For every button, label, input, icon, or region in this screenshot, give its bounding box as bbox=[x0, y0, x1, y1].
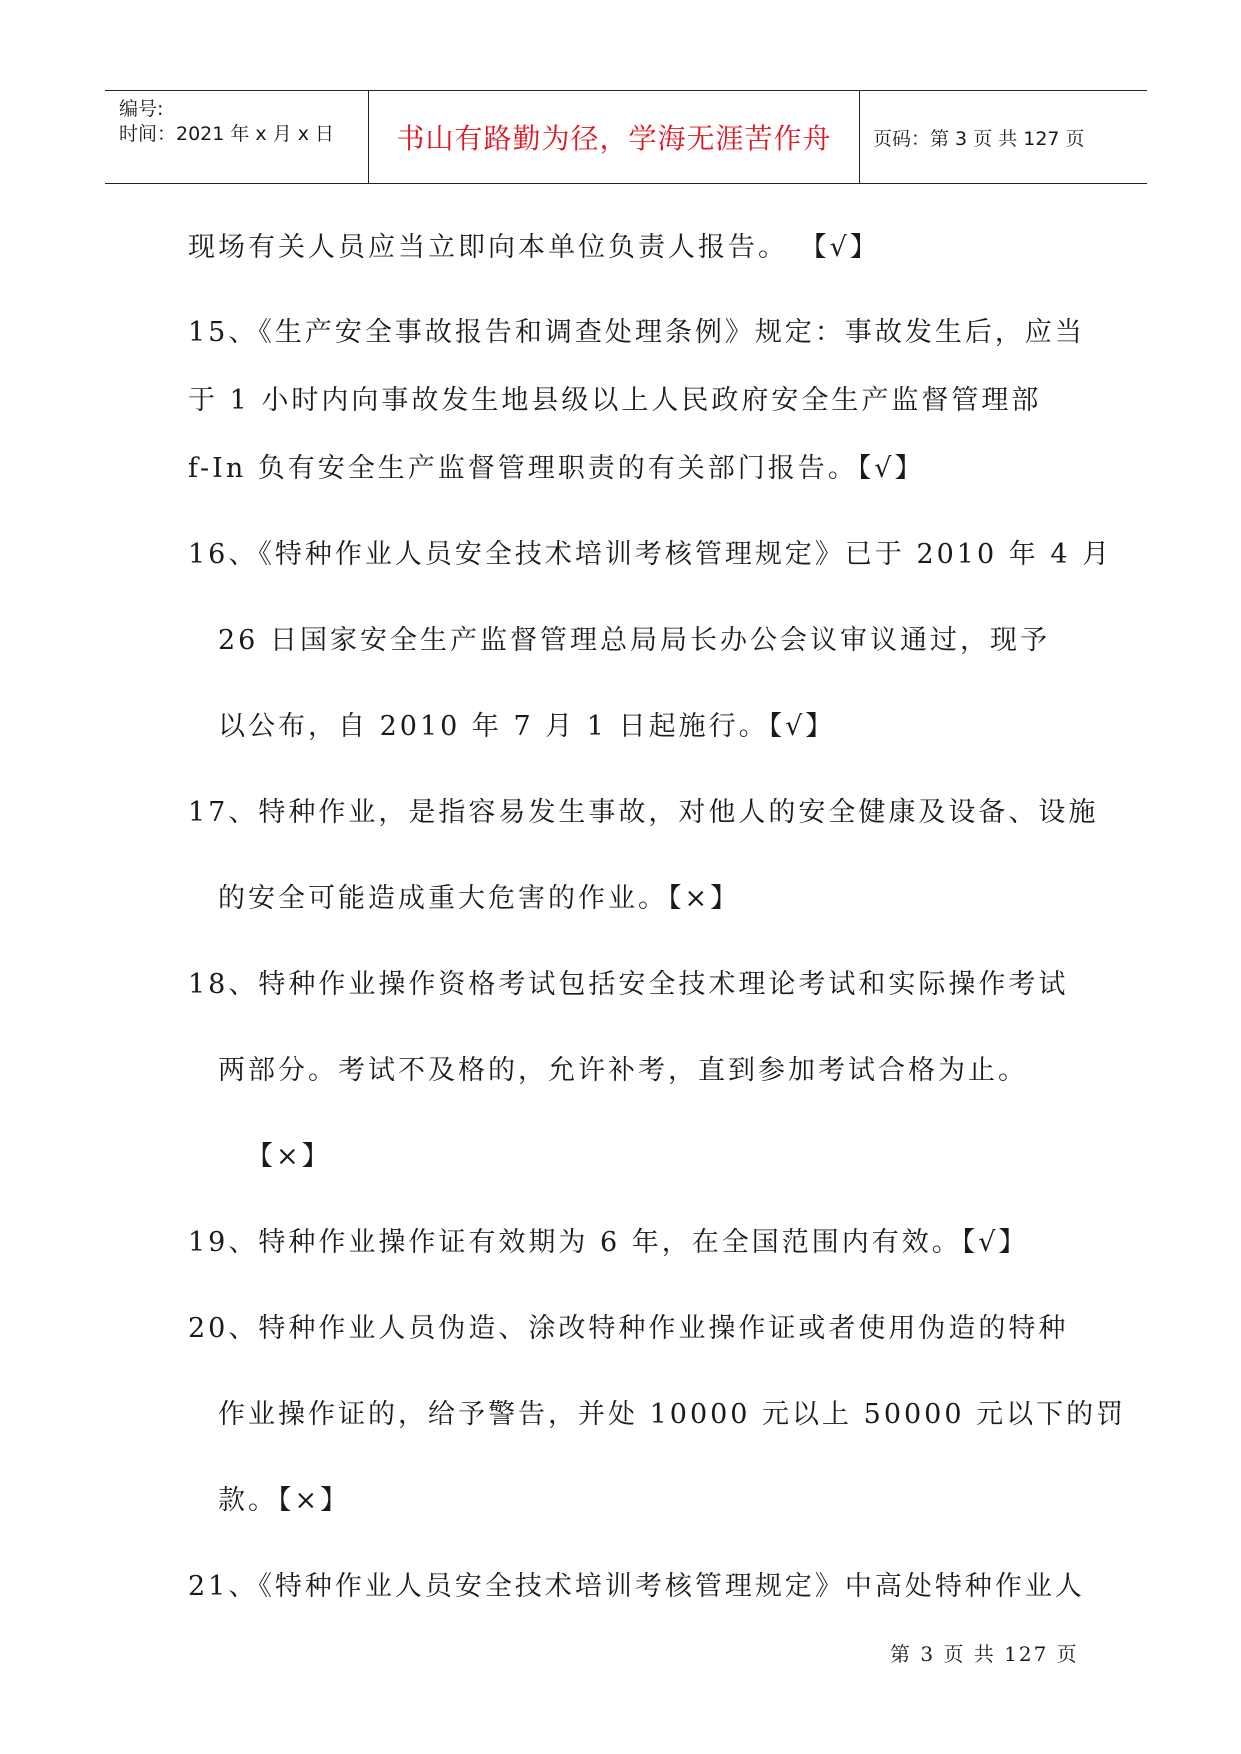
motto: 书山有路勤为径，学海无涯苦作舟 bbox=[396, 122, 832, 155]
text-line: 15、《生产安全事故报告和调查处理条例》规定：事故发生后，应当 bbox=[188, 317, 1085, 348]
text-line: 现场有关人员应当立即向本单位负责人报告。 【√】 bbox=[188, 232, 880, 263]
page-footer: 第 3 页 共 127 页 bbox=[890, 1642, 1079, 1666]
text-line: 以公布，自 2010 年 7 月 1 日起施行。【√】 bbox=[218, 711, 836, 742]
text-line: 的安全可能造成重大危害的作业。【×】 bbox=[218, 883, 741, 914]
text-line: f-In 负有安全生产监督管理职责的有关部门报告。【√】 bbox=[188, 453, 925, 484]
text-line: 20、特种作业人员伪造、涂改特种作业操作证或者使用伪造的特种 bbox=[188, 1313, 1069, 1344]
page-code: 页码：第 3 页 共 127 页 bbox=[873, 127, 1085, 150]
text-line: 作业操作证的，给予警告，并处 10000 元以上 50000 元以下的罚 bbox=[218, 1399, 1127, 1430]
text-line: 于 1 小时内向事故发生地县级以上人民政府安全生产监督管理部 bbox=[188, 385, 1042, 416]
time-label: 时间：2021 年 x 月 x 日 bbox=[119, 123, 335, 145]
text-line: 26 日国家安全生产监督管理总局局长办公会议审议通过，现予 bbox=[218, 625, 1050, 656]
text-line: 【×】 bbox=[246, 1141, 332, 1172]
text-line: 两部分。考试不及格的，允许补考，直到参加考试合格为止。 bbox=[218, 1055, 1028, 1086]
header-page-cell bbox=[860, 91, 1147, 183]
number-label: 编号: bbox=[119, 98, 164, 120]
text-line: 19、特种作业操作证有效期为 6 年，在全国范围内有效。【√】 bbox=[188, 1227, 1029, 1258]
text-line: 17、特种作业，是指容易发生事故，对他人的安全健康及设备、设施 bbox=[188, 797, 1099, 828]
header-motto-cell bbox=[369, 91, 860, 183]
page-header bbox=[105, 90, 1147, 184]
text-line: 16、《特种作业人员安全技术培训考核管理规定》已于 2010 年 4 月 bbox=[188, 539, 1113, 570]
text-line: 款。【×】 bbox=[218, 1485, 351, 1516]
text-line: 18、特种作业操作资格考试包括安全技术理论考试和实际操作考试 bbox=[188, 969, 1069, 1000]
header-meta bbox=[105, 91, 369, 183]
text-line: 21、《特种作业人员安全技术培训考核管理规定》中高处特种作业人 bbox=[188, 1571, 1085, 1602]
